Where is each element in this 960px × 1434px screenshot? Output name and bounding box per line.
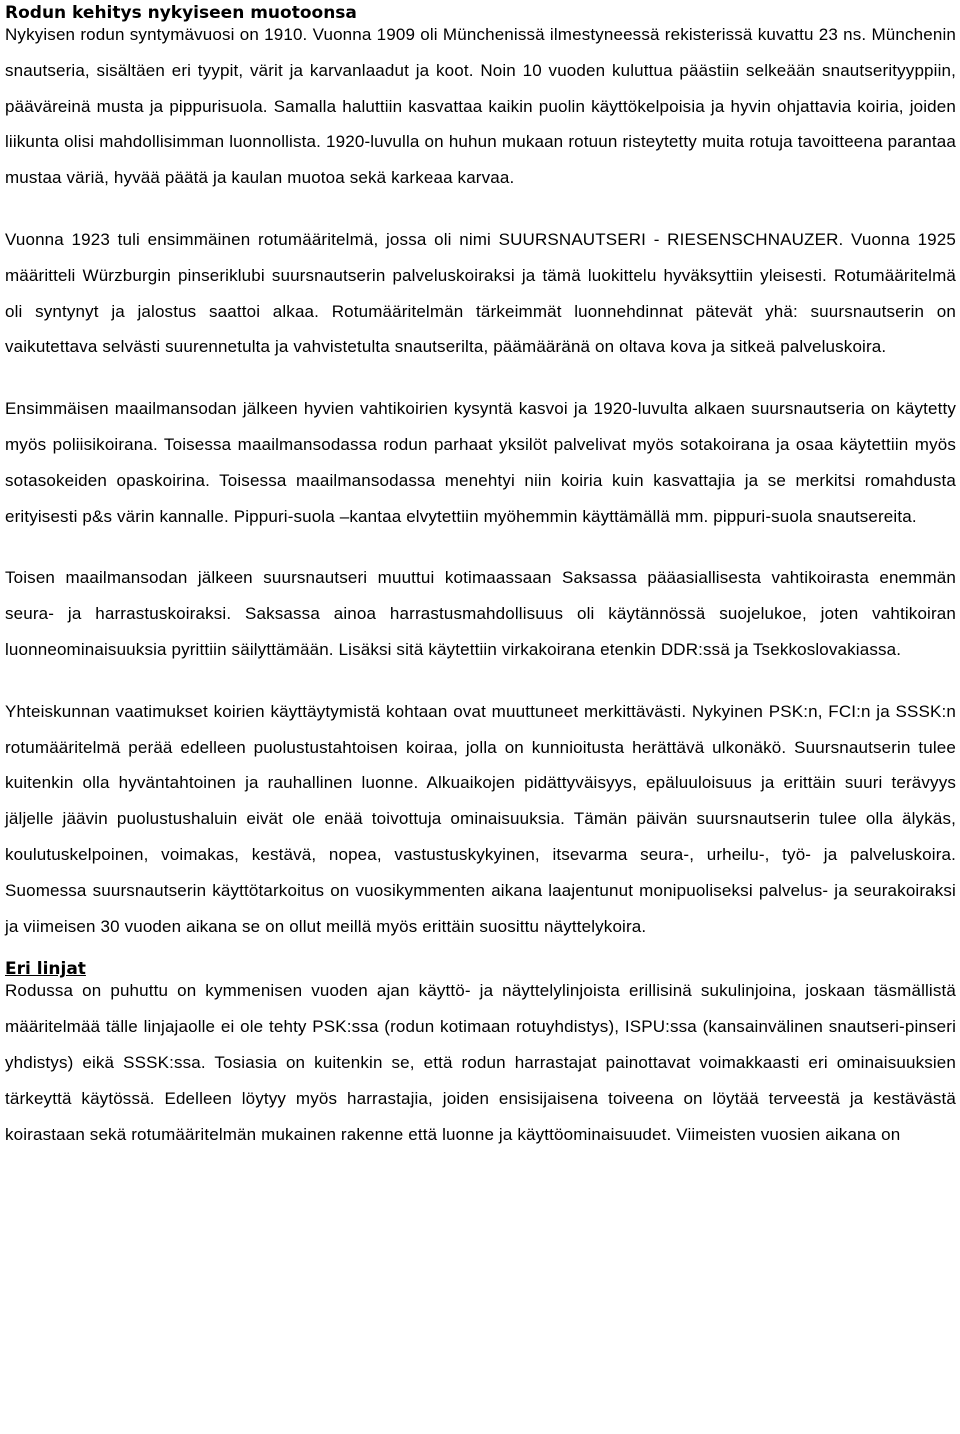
paragraph-gap [5,196,956,222]
section-gap [5,944,956,958]
paragraph-post-war: Toisen maailmansodan jälkeen suursnautseri muuttui kotimaassaan Saksassa pääasiallisesta vahtikoirasta enemmän seura- ja harrastuskoiraksi. Saksassa ainoa harrastusmahdollisuus oli käytännössä suojelukoe, joten vahtikoiran luonneominaisuuksia pyrittiin säilyttämään. Lisäksi sitä käytettiin virkakoirana etenkin DDR:ssä ja Tsekkoslovakiassa. [5,568,956,659]
paragraph-gap [5,668,956,694]
paragraph-gap [5,534,956,560]
paragraph-gap [5,365,956,391]
section-title-lines: Eri linjat [5,959,86,980]
section-title-breed-development: Rodun kehitys nykyiseen muotoonsa [5,3,357,23]
paragraph-world-wars: Ensimmäisen maailmansodan jälkeen hyvien vahtikoirien kysyntä kasvoi ja 1920-luvulta alkaen suursnautseria on käytetty myös poliisikoirana. Toisessa maailmansodassa rodun parhaat yksilöt palvelivat myös sotakoirana ja osaa käytettiin myös sotasokeiden opaskoirina. Toisessa maailmansodassa menehtyi niin koiria kuin kasvattajia ja se merkitsi romahdusta erityisesti p&s värin kannalle. Pippuri-suola –kantaa elvytettiin myöhemmin käyttämällä mm. pippuri-suola snautsereita. [5,399,956,526]
paragraph-breed-standard: Vuonna 1923 tuli ensimmäinen rotumääritelmä, jossa oli nimi SUURSNAUTSERI - RIESENSCHNAUZER. Vuonna 1925 määritteli Würzburgin pinseriklubi suursnautserin palveluskoiraksi ja tämä luokittelu hyväksyttiin yleisesti. Rotumääritelmä oli syntynyt ja jalostus saattoi alkaa. Rotumääritelmän tärkeimmät luonnehdinnat pätevät yhä: suursnautserin on vaikutettava selvästi suurennetulta ja vahvistetulta snautserilta, päämääränä on oltava kova ja sitkeä palveluskoira. [5,229,956,357]
paragraph-modern-requirements: Yhteiskunnan vaatimukset koirien käyttäytymistä kohtaan ovat muuttuneet merkittävästi. Nykyinen PSK:n, FCI:n ja SSSK:n rotumääritelmä perää edelleen puolustustahtoisen koiraa, jolla on kunnioitusta herättävä ulkonäkö. Suursnautserin tulee kuitenkin olla hyväntahtoinen ja rauhallinen luonne. Alkuaikojen pidättyväisyys, epäluuloisuus ja erittäin suuri terävyys jäljelle jäävin puolustushaluin eivät ole enää toivottuja ominaisuuksia. Tämän päivän suursnautserin tulee olla älykäs, koulutuskelpoinen, voimakas, kestävä, nopea, vastustuskykyinen, itsevarma seura-, urheilu-, työ- ja palveluskoira. Suomessa suursnautserin käyttötarkoitus on vuosikymmenten aikana laajentunut monipuoliseksi palvelus- ja seurakoiraksi ja viimeisen 30 vuoden aikana se on ollut meillä myös erittäin suosittu näyttelykoira. [5,701,956,936]
paragraph-origin: Nykyisen rodun syntymävuosi on 1910. Vuonna 1909 oli Münchenissä ilmestyneessä rekisterissä kuvattu 23 ns. Münchenin snautseria, sisältäen eri tyypit, värit ja karvanlaadut ja koot. Noin 10 vuoden kuluttua päästiin selkeään snautserityyppiin, pääväreinä musta ja pippurisuola. Samalla haluttiin kasvattaa kaikin puolin käyttökelpoisia ja hyvin ohjattavia koiria, joiden liikunta olisi mahdollisimman luonnollista. 1920-luvulla on huhun mukaan rotuun risteytetty muita rotuja tavoitteena parantaa mustaa väriä, hyvää päätä ja kaulan muotoa sekä karkeaa karvaa. [5,25,956,188]
paragraph-lines: Rodussa on puhuttu on kymmenisen vuoden ajan käyttö- ja näyttelylinjoista erillisinä sukulinjoina, joskaan täsmällistä määritelmää tälle linjajaolle ei ole tehty PSK:ssa (rodun kotimaan rotuyhdistys), ISPU:ssa (kansainvälinen snautseri-pinseri yhdistys) eikä SSSK:ssa. Tosiasia on kuitenkin se, että rodun harrastajat painottavat voimakkaasti eri ominaisuuksien tärkeyttä käytössä. Edelleen löytyy myös harrastajia, joiden ensisijaisena toiveena on löytää terveestä ja kestävästä koirastaan sekä rotumääritelmän mukainen rakenne että luonne ja käyttöominaisuudet. Viimeisten vuosien aikana on [5,981,956,1144]
